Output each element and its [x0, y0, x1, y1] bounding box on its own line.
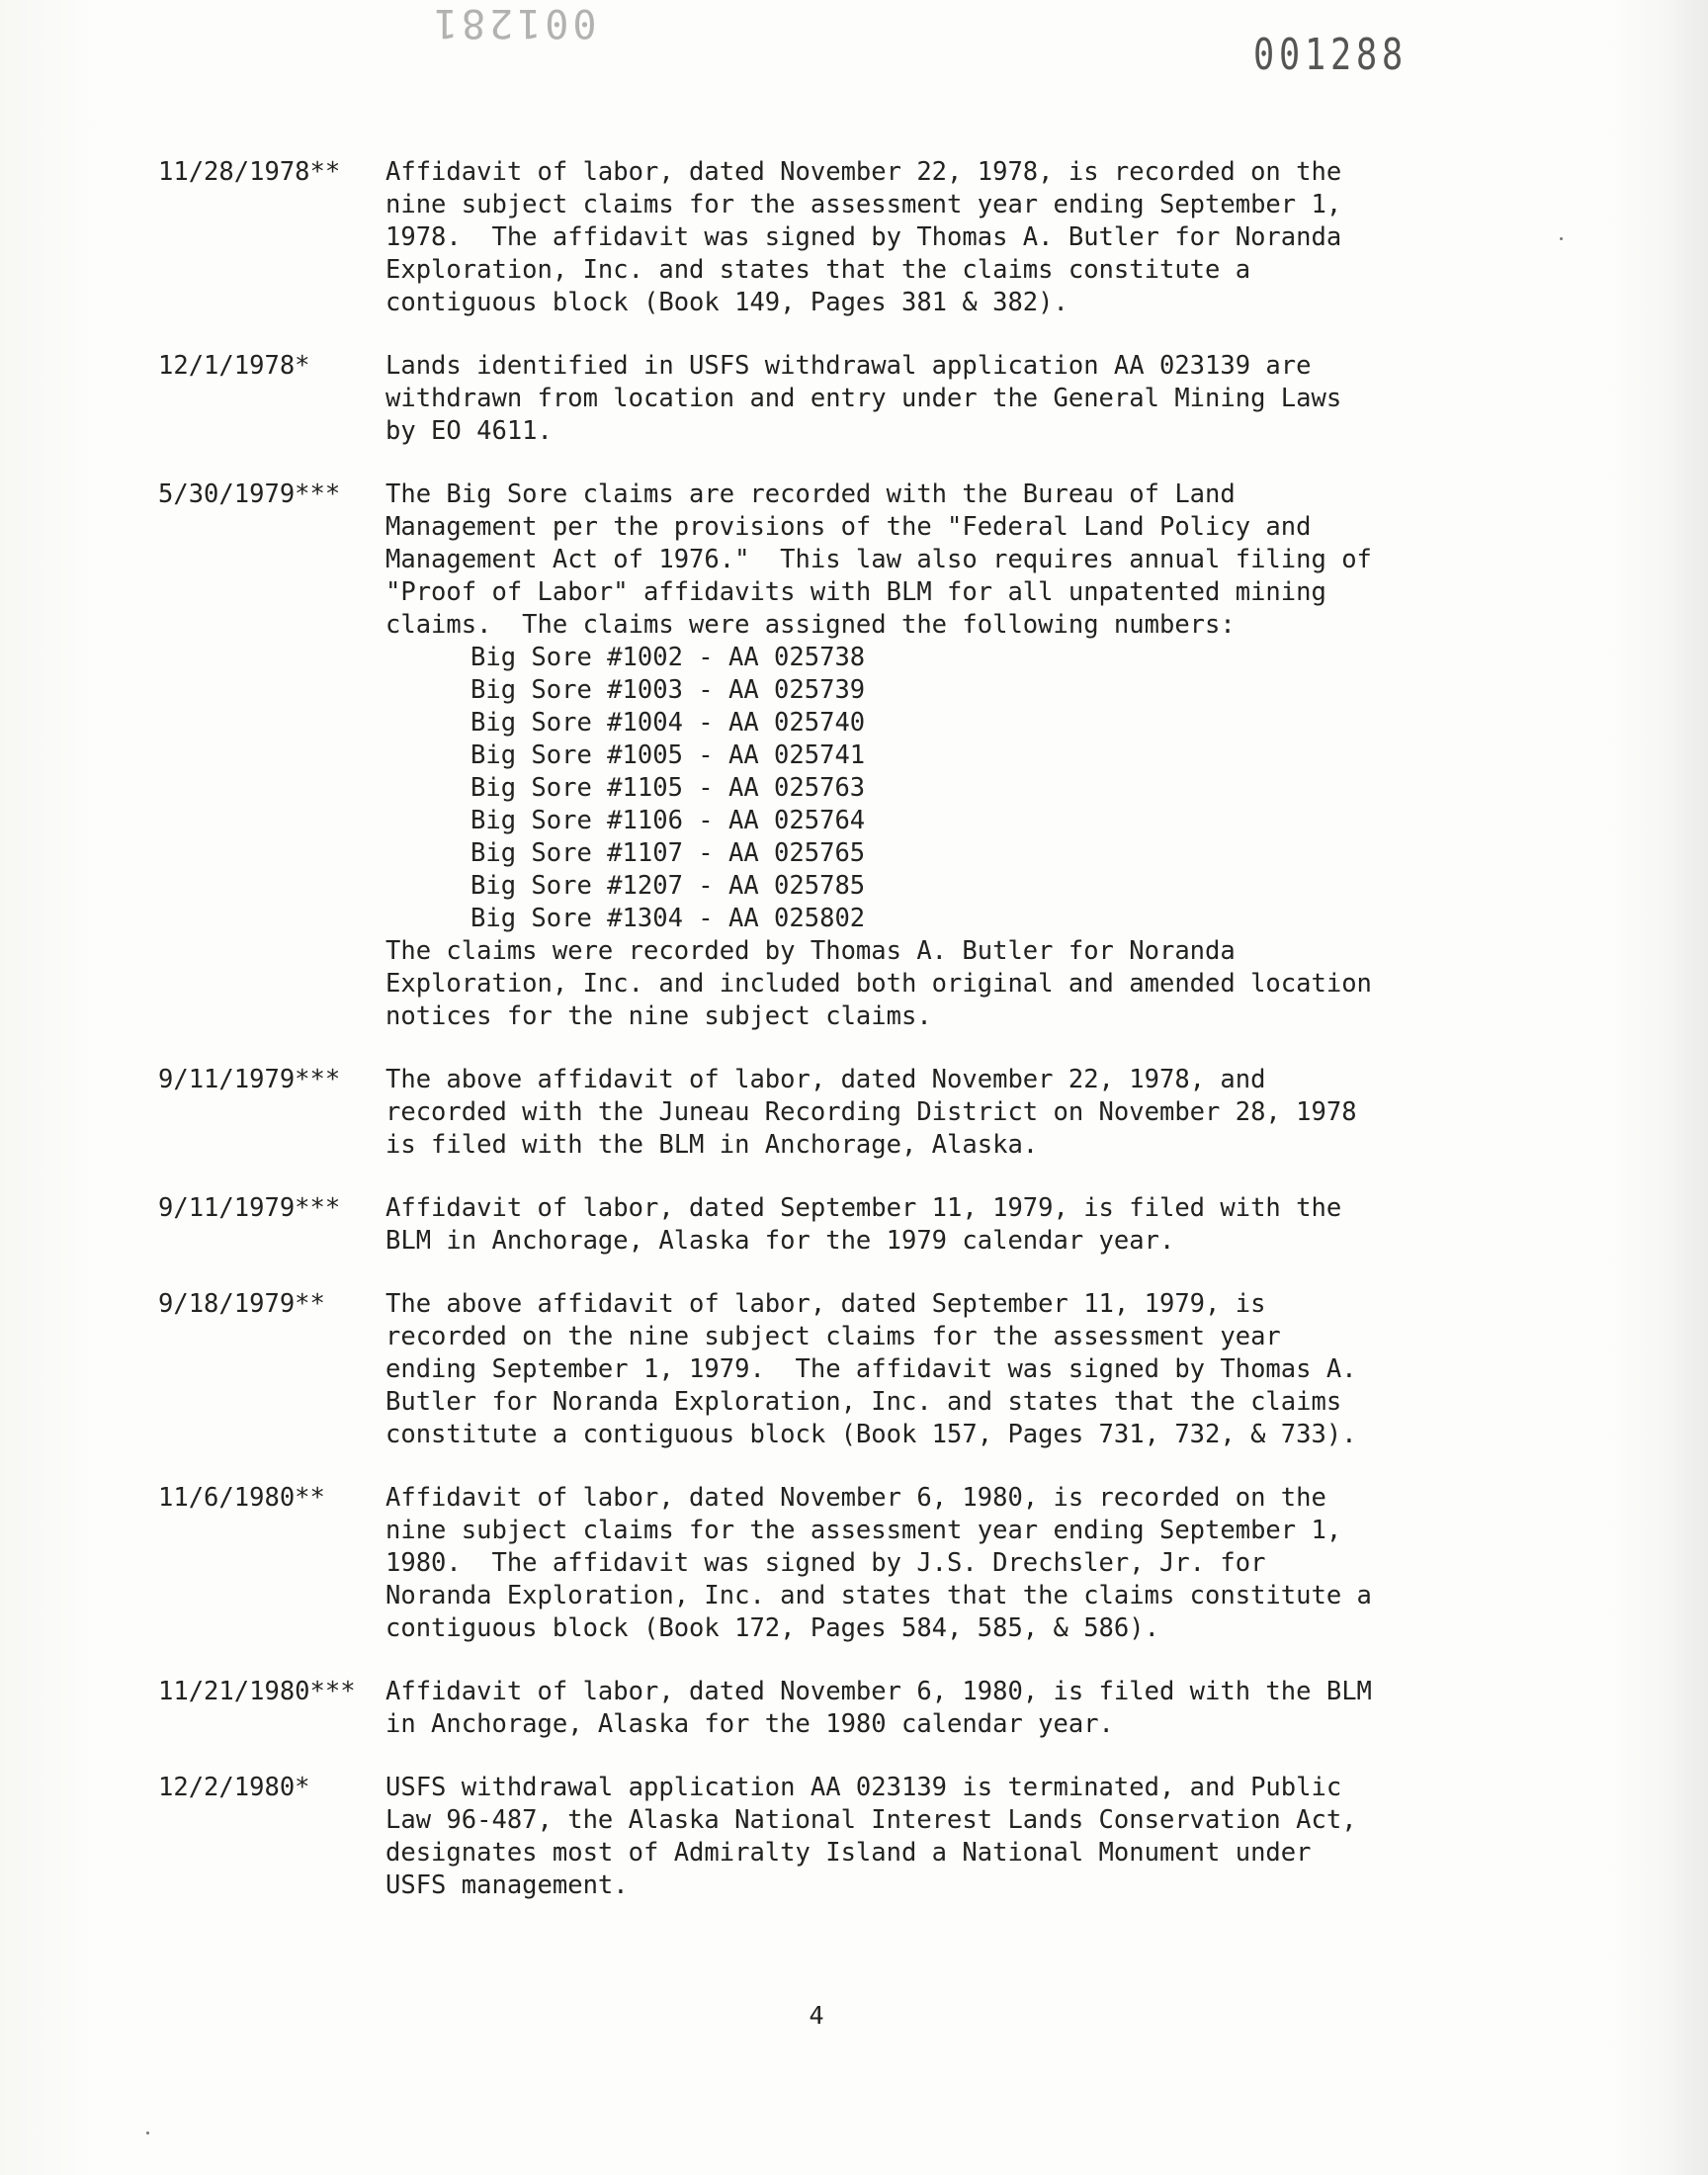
claim-number-item: Big Sore #1003 - AA 025739 [470, 675, 866, 705]
entry-text-line: in Anchorage, Alaska for the 1980 calendar year. [385, 1709, 1114, 1739]
chronology-entry [158, 478, 1483, 1033]
page-edge-shadow [1668, 0, 1708, 2175]
entry-text [385, 1288, 1483, 1451]
entry-text [385, 1676, 1483, 1741]
entry-text-line: 1978. The affidavit was signed by Thomas A. Butler for Noranda [385, 222, 1342, 252]
entry-date: 12/1/1978* [158, 351, 310, 381]
chronology-entry [158, 1288, 1483, 1451]
chronology-entry [158, 1064, 1483, 1162]
entry-text-line: Exploration, Inc. and states that the claims constitute a [385, 255, 1251, 285]
claim-number-item: Big Sore #1207 - AA 025785 [470, 871, 866, 901]
claim-number-item: Big Sore #1107 - AA 025765 [470, 838, 866, 868]
entry-text-line: The above affidavit of labor, dated November 22, 1978, and [385, 1065, 1266, 1094]
claim-number-item: Big Sore #1004 - AA 025740 [470, 708, 866, 738]
entry-text-line: is filed with the BLM in Anchorage, Alaska. [385, 1130, 1039, 1160]
entry-text [385, 1064, 1483, 1162]
entry-text-line: USFS management. [385, 1870, 629, 1900]
entry-text-line: Management Act of 1976." This law also requires annual filing of [385, 545, 1372, 574]
entry-text-line: notices for the nine subject claims. [385, 1001, 932, 1031]
entry-text-line: withdrawn from location and entry under the General Mining Laws [385, 384, 1342, 413]
entry-text [385, 1192, 1483, 1258]
entry-text-line: contiguous block (Book 149, Pages 381 & 382). [385, 288, 1068, 317]
entry-text-line: nine subject claims for the assessment year ending September 1, [385, 1516, 1342, 1545]
entry-date: 9/18/1979** [158, 1289, 325, 1319]
entry-text-line: The above affidavit of labor, dated September 11, 1979, is [385, 1289, 1266, 1319]
entry-text-line: constitute a contiguous block (Book 157, Pages 731, 732, & 733). [385, 1420, 1357, 1449]
entry-text-line: ending September 1, 1979. The affidavit was signed by Thomas A. [385, 1354, 1357, 1384]
entry-text-line: by EO 4611. [385, 416, 553, 446]
entry-text-line: claims. The claims were assigned the following numbers: [385, 610, 1236, 640]
entry-text-line: The claims were recorded by Thomas A. Butler for Noranda [385, 936, 1236, 966]
chronology-entry [158, 156, 1483, 319]
entry-text-line: recorded on the nine subject claims for the assessment year [385, 1322, 1281, 1351]
chronology-entry [158, 1482, 1483, 1645]
entry-date: 11/28/1978** [158, 157, 341, 187]
entry-text-line: contiguous block (Book 172, Pages 584, 585, & 586). [385, 1613, 1159, 1643]
entry-text-line: The Big Sore claims are recorded with the Bureau of Land [385, 479, 1236, 509]
claim-number-item: Big Sore #1002 - AA 025738 [470, 643, 866, 672]
entry-date: 9/11/1979*** [158, 1193, 341, 1223]
claim-number-item: Big Sore #1005 - AA 025741 [470, 740, 866, 770]
entry-text-line: Affidavit of labor, dated November 6, 1980, is recorded on the [385, 1483, 1326, 1513]
entry-text-line: Noranda Exploration, Inc. and states that the claims constitute a [385, 1581, 1372, 1610]
chronology-entry [158, 1676, 1483, 1741]
claim-number-list [385, 642, 1483, 935]
chronology-entry [158, 1772, 1483, 1902]
entry-text-line: recorded with the Juneau Recording District on November 28, 1978 [385, 1097, 1357, 1127]
page-number: 4 [809, 2001, 824, 2030]
entry-text-line: BLM in Anchorage, Alaska for the 1979 calendar year. [385, 1226, 1175, 1256]
entry-date: 9/11/1979*** [158, 1065, 341, 1094]
scan-speck [1560, 237, 1563, 240]
claim-number-item: Big Sore #1105 - AA 025763 [470, 773, 866, 803]
entry-text-line: Affidavit of labor, dated November 6, 1980, is filed with the BLM [385, 1677, 1372, 1706]
entry-text-line: Affidavit of labor, dated September 11, 1979, is filed with the [385, 1193, 1342, 1223]
bates-stamp-number: 001288 [1253, 30, 1408, 80]
entry-text [385, 350, 1483, 448]
claim-number-item: Big Sore #1106 - AA 025764 [470, 806, 866, 835]
claim-number-item: Big Sore #1304 - AA 025802 [470, 904, 866, 933]
scan-speck [146, 2132, 149, 2134]
entry-text-line: Lands identified in USFS withdrawal application AA 023139 are [385, 351, 1312, 381]
chronology-entry [158, 1192, 1483, 1258]
entry-date: 11/6/1980** [158, 1483, 325, 1513]
entry-text-line: Law 96-487, the Alaska National Interest Lands Conservation Act, [385, 1805, 1357, 1835]
entry-text-line: Management per the provisions of the "Federal Land Policy and [385, 512, 1312, 542]
entry-text-line: nine subject claims for the assessment year ending September 1, [385, 190, 1342, 219]
entry-text-line: Exploration, Inc. and included both original and amended location [385, 969, 1372, 999]
entry-text-line: 1980. The affidavit was signed by J.S. Drechsler, Jr. for [385, 1548, 1266, 1578]
entry-text-line: designates most of Admiralty Island a National Monument under [385, 1838, 1312, 1868]
entry-text [385, 478, 1483, 1033]
entry-text [385, 1772, 1483, 1902]
entry-text-line: USFS withdrawal application AA 023139 is terminated, and Public [385, 1773, 1342, 1802]
entry-text [385, 156, 1483, 319]
chronology-entry [158, 350, 1483, 448]
entry-date: 11/21/1980*** [158, 1677, 356, 1706]
entry-text [385, 1482, 1483, 1645]
chronology-entries [158, 156, 1483, 1933]
entry-date: 5/30/1979*** [158, 479, 341, 509]
entry-text-line: Affidavit of labor, dated November 22, 1978, is recorded on the [385, 157, 1342, 187]
entry-text-line: "Proof of Labor" affidavits with BLM for all unpatented mining [385, 577, 1326, 607]
entry-text-line: Butler for Noranda Exploration, Inc. and states that the claims [385, 1387, 1342, 1417]
bates-stamp-top: 001281 [430, 0, 597, 45]
entry-date: 12/2/1980* [158, 1773, 310, 1802]
